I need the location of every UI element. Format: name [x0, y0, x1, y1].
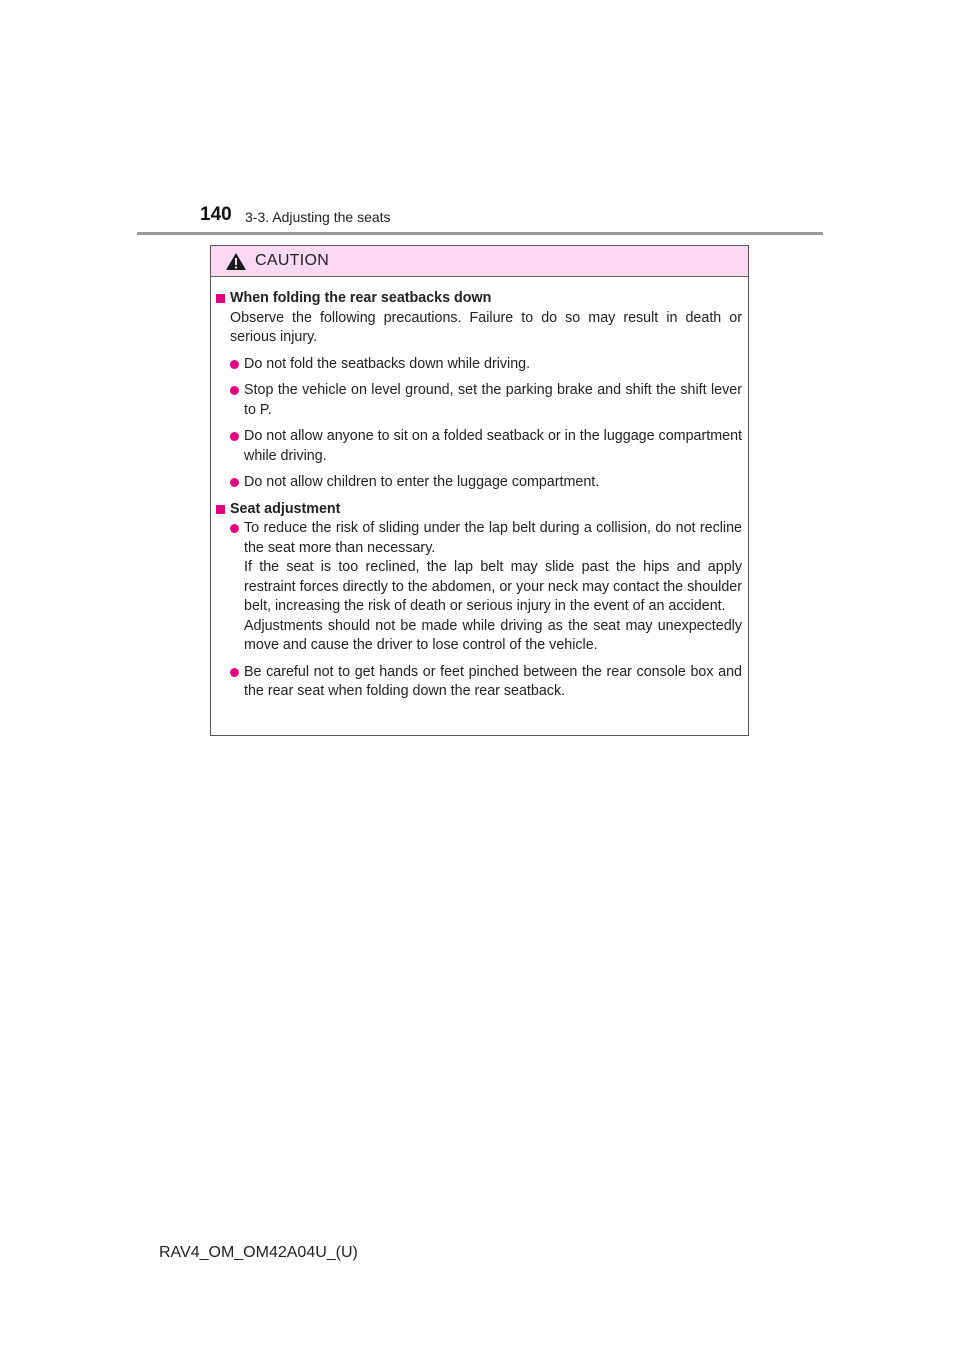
caution-box [210, 245, 749, 736]
warning-triangle-icon [225, 252, 247, 271]
caution-body [211, 277, 748, 702]
circle-bullet-icon [230, 668, 239, 677]
caution-item-text [244, 381, 742, 420]
caution-item-text [244, 519, 742, 656]
section-heading [216, 500, 742, 520]
header-rule [137, 232, 823, 235]
caution-item [216, 427, 742, 466]
circle-bullet-icon [230, 478, 239, 487]
caution-section [216, 289, 742, 493]
circle-bullet-icon [230, 360, 239, 369]
caution-item-paragraph: Stop the vehicle on level ground, set the parking brake and shift the shift lever to P. [244, 382, 742, 418]
caution-item [216, 473, 742, 493]
square-bullet-icon [216, 505, 225, 514]
caution-item-paragraph: Do not fold the seatbacks down while driving. [244, 355, 531, 372]
caution-item [216, 519, 742, 656]
page-number: 140 [200, 204, 232, 225]
caution-item-text [244, 663, 742, 702]
caution-item-paragraph: Do not allow children to enter the luggage compartment. [244, 474, 600, 490]
circle-bullet-icon [230, 386, 239, 395]
circle-bullet-icon [230, 524, 239, 533]
caution-item-paragraph: To reduce the risk of sliding under the lap belt during a collision, do not recline the seat more than necessary. [244, 520, 742, 556]
caution-item [216, 355, 742, 375]
caution-item-paragraph: Adjustments should not be made while driving as the seat may unexpectedly move and cause the driver to lose control of the vehicle. [244, 617, 742, 653]
caution-item-text [244, 355, 742, 375]
caution-section [216, 500, 742, 702]
caution-item-text [244, 427, 742, 466]
section-title: 3-3. Adjusting the seats [245, 209, 391, 225]
caution-item-paragraph: Be careful not to get hands or feet pinched between the rear console box and the rear seat when folding down the rear seatback. [244, 663, 742, 699]
document-code: RAV4_OM_OM42A04U_(U) [159, 1244, 358, 1261]
caution-item [216, 663, 742, 702]
section-intro: Observe the following precautions. Failure to do so may result in death or serious injury. [230, 309, 742, 345]
section-heading-text: When folding the rear seatbacks down [230, 290, 492, 306]
caution-item [216, 381, 742, 420]
caution-item-paragraph: If the seat is too reclined, the lap belt may slide past the hips and apply restraint forces directly to the abdomen, or your neck may contact the shoulder belt, increasing the risk of death or serious injury in the event of an accident. [244, 559, 742, 614]
section-heading-text: Seat adjustment [230, 500, 341, 517]
square-bullet-icon [216, 294, 225, 303]
caution-item-paragraph: Do not allow anyone to sit on a folded seatback or in the luggage compartment while driving. [244, 428, 742, 464]
section-heading [216, 289, 742, 309]
caution-item-text [244, 473, 742, 493]
caution-label: CAUTION [255, 252, 330, 269]
caution-header [211, 246, 748, 277]
circle-bullet-icon [230, 432, 239, 441]
